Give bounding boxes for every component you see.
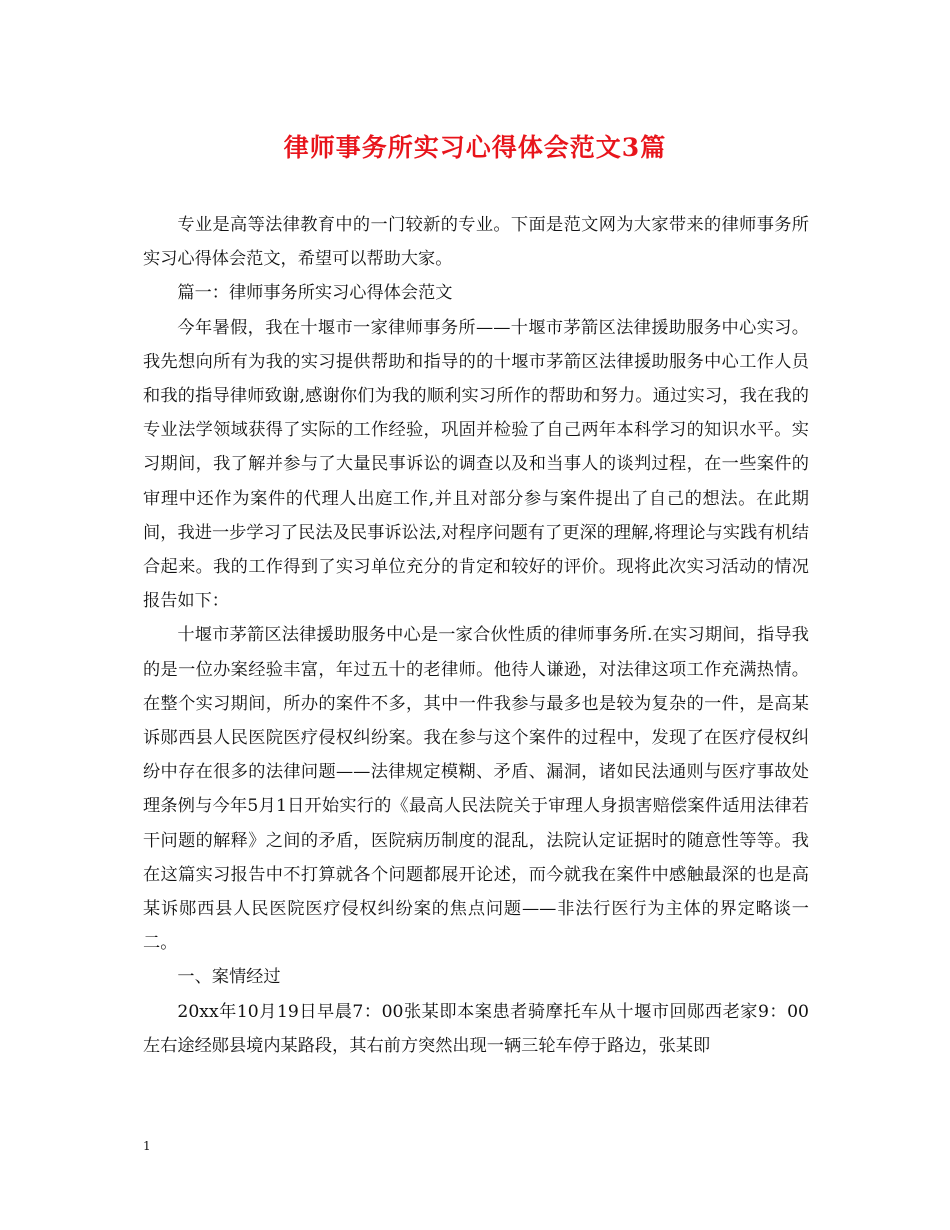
- paragraph-intro: 专业是高等法律教育中的一门较新的专业。下面是范文网为大家带来的律师事务所实习心得体会范文，希望可以帮助大家。: [143, 215, 809, 270]
- paragraph-case-heading: 一、案情经过: [177, 967, 281, 988]
- paragraph-firm-description: 十堰市茅箭区法律援助服务中心是一家合伙性质的律师事务所.在实习期间，指导我的是一位办案经验丰富，年过五十的老律师。他待人谦逊，对法律这项工作充满热情。在整个实习期间，所办的案件不多，其中一件我参与最多也是较为复杂的一件，是高某诉郧西县人民医院医疗侵权纠纷案。我在参与这个案件的过程中，发现了在医疗侵权纠纷中存在很多的法律问题——法律规定模糊、矛盾、漏洞，诸如民法通则与医疗事故处理条例与今年5月1日开始实行的《最高人民法院关于审理人身损害赔偿案件适用法律若干问题的解释》之间的矛盾，医院病历制度的混乱，法院认定证据时的随意性等等。我在这篇实习报告中不打算就各个问题都展开论述，而今就我在案件中感触最深的也是高某诉郧西县人民医院医疗侵权纠纷案的焦点问题——非法行医行为主体的界定略谈一二。: [143, 625, 809, 954]
- paragraph-case-details: 20xx年10月19日早晨7：00张某即本案患者骑摩托车从十堰市回郧西老家9：00左右途经郧县境内某路段，其右前方突然出现一辆三轮车停于路边，张某即: [143, 1001, 809, 1056]
- page-number: 1: [143, 1139, 151, 1153]
- paragraph-section-heading: 篇一：律师事务所实习心得体会范文: [177, 283, 453, 304]
- document-title: 律师事务所实习心得体会范文3篇: [283, 133, 667, 162]
- paragraph-internship-summary: 今年暑假，我在十堰市一家律师事务所——十堰市茅箭区法律援助服务中心实习。我先想向所有为我的实习提供帮助和指导的的十堰市茅箭区法律援助服务中心工作人员和我的指导律师致谢,感谢你们为我的顺利实习所作的帮助和努力。通过实习，我在我的专业法学领域获得了实际的工作经验，巩固并检验了自己两年本科学习的知识水平。实习期间，我了解并参与了大量民事诉讼的调查以及和当事人的谈判过程，在一些案件的审理中还作为案件的代理人出庭工作,并且对部分参与案件提出了自己的想法。在此期间，我进一步学习了民法及民事诉讼法,对程序问题有了更深的理解,将理论与实践有机结合起来。我的工作得到了实习单位充分的肯定和较好的评价。现将此次实习活动的情况报告如下：: [143, 317, 809, 612]
- document-body: [143, 208, 809, 1063]
